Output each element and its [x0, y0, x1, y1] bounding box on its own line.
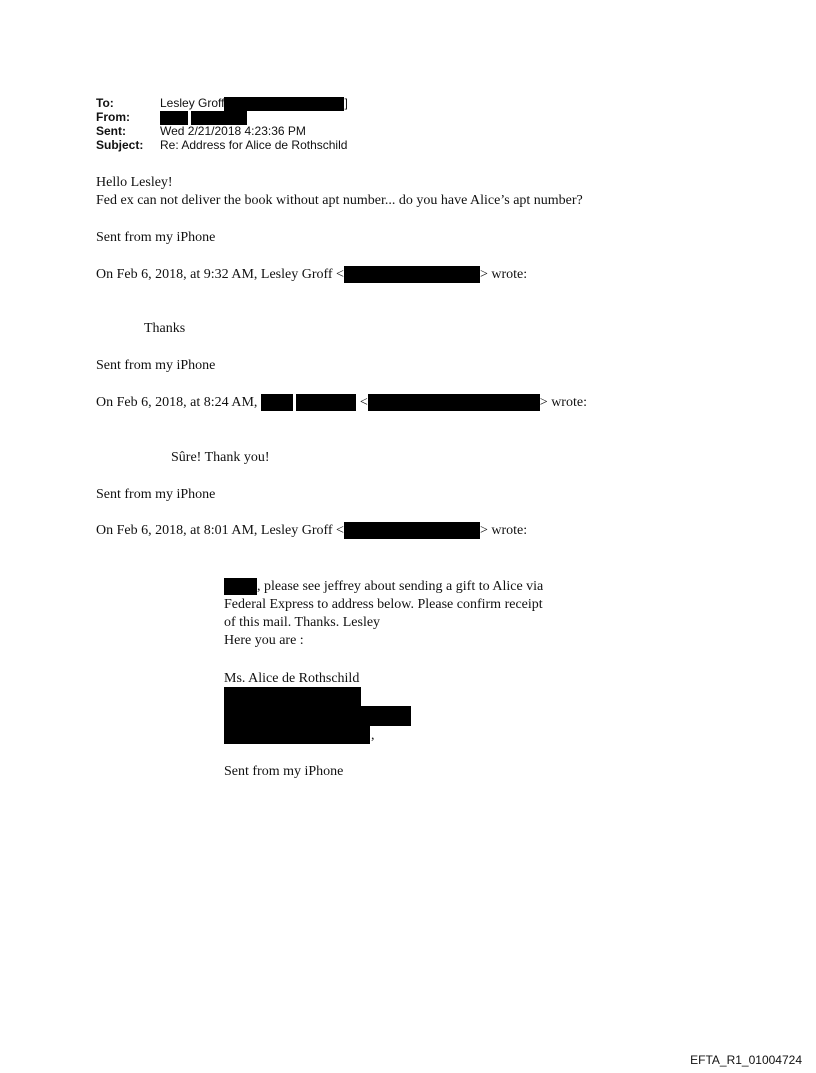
redaction-block — [224, 97, 344, 111]
quote-prefix: On Feb 6, 2018, at 8:24 AM, — [96, 395, 258, 410]
signature-text: Sent from my iPhone — [96, 487, 216, 502]
address-redaction-2 — [224, 706, 411, 726]
from-value — [160, 110, 247, 125]
inner-text: , please see jeffrey about sending a gift to Alice via — [257, 579, 544, 594]
quote-header-3 — [96, 522, 527, 540]
sent-value: Wed 2/21/2018 4:23:36 PM — [160, 124, 306, 138]
address-redaction-1 — [224, 687, 361, 707]
quote-header-2 — [96, 394, 587, 412]
quote-header-1 — [96, 266, 527, 284]
redaction-block — [296, 394, 356, 411]
quote-suffix: > wrote: — [539, 395, 587, 410]
quote-suffix: > wrote: — [479, 523, 528, 538]
sent-label: Sent: — [96, 124, 126, 138]
redaction-block — [344, 266, 480, 283]
signature-text: Sent from my iPhone — [96, 230, 216, 245]
from-label: From: — [96, 110, 130, 124]
signature-text: Sent from my iPhone — [96, 358, 216, 373]
address-name: Ms. Alice de Rothschild — [224, 671, 360, 686]
subject-label: Subject: — [96, 138, 144, 152]
redaction-block — [261, 394, 293, 411]
signature-text: Sent from my iPhone — [224, 764, 344, 779]
quote-prefix: On Feb 6, 2018, at 9:32 AM, Lesley Groff < — [96, 267, 344, 282]
thanks-text: Thanks — [144, 321, 186, 336]
inner-line-1 — [224, 578, 543, 596]
quote-lt: < — [359, 395, 368, 410]
inner-line-2: Federal Express to address below. Please confirm receipt — [224, 597, 543, 612]
address-comma: , — [371, 728, 375, 743]
redaction-block — [224, 578, 257, 595]
message-text: Fed ex can not deliver the book without apt number... do you have Alice’s apt number? — [96, 193, 583, 208]
to-bracket: ] — [344, 96, 348, 110]
redaction-block — [160, 111, 188, 125]
sure-text: Sûre! Thank you! — [171, 450, 270, 465]
inner-line-4: Here you are : — [224, 633, 304, 648]
to-value — [160, 96, 348, 111]
redaction-block — [368, 394, 540, 411]
to-label: To: — [96, 96, 114, 110]
quote-suffix: > wrote: — [479, 267, 528, 282]
subject-value: Re: Address for Alice de Rothschild — [160, 138, 348, 152]
greeting-text: Hello Lesley! — [96, 175, 173, 190]
redaction-block — [344, 522, 480, 539]
inner-line-3: of this mail. Thanks. Lesley — [224, 615, 381, 630]
address-redaction-3 — [224, 725, 370, 744]
redaction-block — [191, 111, 247, 125]
to-name: Lesley Groff — [160, 96, 225, 110]
document-id: EFTA_R1_01004724 — [690, 1053, 802, 1067]
quote-prefix: On Feb 6, 2018, at 8:01 AM, Lesley Groff < — [96, 523, 344, 538]
